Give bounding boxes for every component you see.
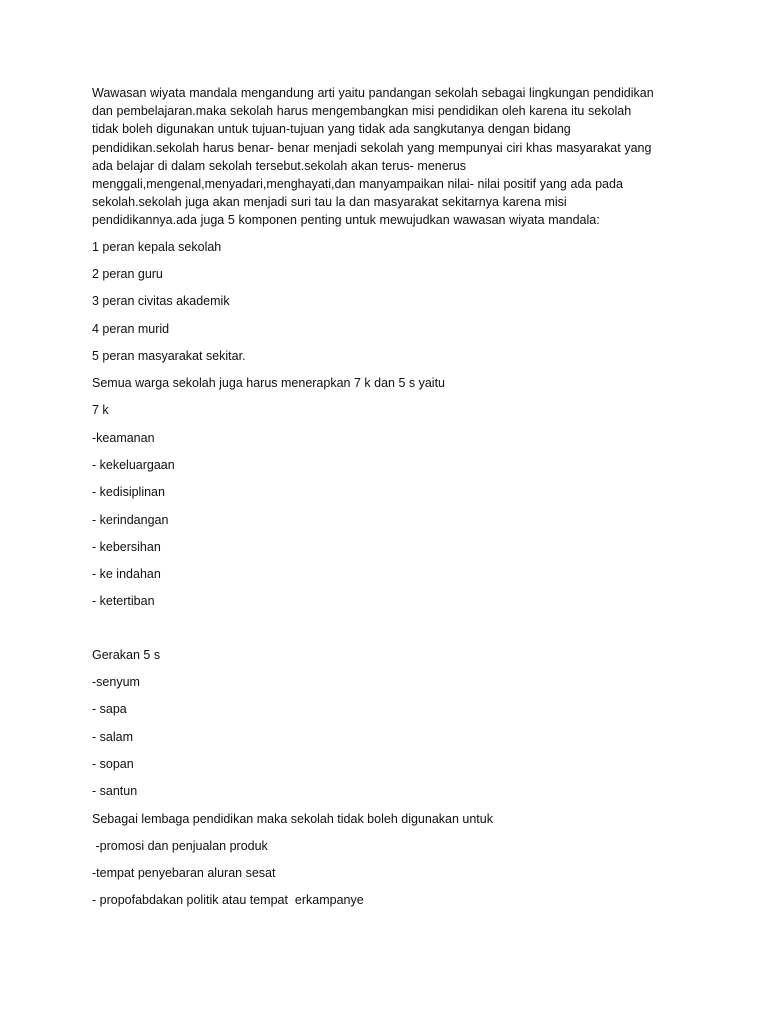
intro-paragraph [92,84,682,230]
intro-line: ada belajar di dalam sekolah tersebut.sekolah akan terus- menerus [92,158,467,173]
seven-k-item: - kedisiplinan [92,485,165,500]
five-s-item: - sapa [92,702,127,717]
components-list [92,238,682,374]
component-item: 2 peran guru [92,266,163,281]
five-s-item: - salam [92,729,133,744]
warga-statement: Semua warga sekolah juga harus menerapkan 7 k dan 5 s yaitu [92,376,445,391]
section-gap [92,620,682,646]
document-page [92,84,682,919]
intro-line: menggali,mengenal,menyadari,menghayati,dan manyampaikan nilai- nilai positif yang ada pada [92,177,623,192]
five-s-list [92,673,682,809]
component-item: 4 peran murid [92,321,170,336]
intro-line: dan pembelajaran.maka sekolah harus mengembangkan misi pendidikan oleh karena itu sekolah [92,104,632,119]
intro-line: pendidikannya.ada juga 5 komponen penting untuk mewujudkan wawasan wiyata mandala: [92,213,600,228]
prohibited-item: -promosi dan penjualan produk [92,838,268,853]
component-item: 1 peran kepala sekolah [92,239,222,254]
seven-k-title: 7 k [92,403,109,418]
seven-k-item: -keamanan [92,430,155,445]
prohibited-item: - propofabdakan politik atau tempat erkampanye [92,893,364,908]
five-s-item: - sopan [92,756,134,771]
five-s-item: -senyum [92,675,140,690]
prohibited-item: -tempat penyebaran aluran sesat [92,866,276,881]
seven-k-item: - kerindangan [92,512,169,527]
component-item: 3 peran civitas akademik [92,294,230,309]
component-item: 5 peran masyarakat sekitar. [92,348,246,363]
seven-k-list [92,429,682,620]
intro-line: sekolah.sekolah juga akan menjadi suri tau la dan masyarakat sekitarnya karena misi [92,195,567,210]
seven-k-item: - ketertiban [92,594,155,609]
intro-line: tidak boleh digunakan untuk tujuan-tujuan yang tidak ada sangkutanya dengan bidang [92,122,571,137]
five-s-item: - santun [92,784,138,799]
seven-k-item: - ke indahan [92,567,161,582]
prohibited-list [92,837,682,919]
intro-line: pendidikan.sekolah harus benar- benar menjadi sekolah yang mempunyai ciri khas masyarakat yang [92,140,652,155]
five-s-title: Gerakan 5 s [92,647,161,662]
lembaga-statement: Sebagai lembaga pendidikan maka sekolah tidak boleh digunakan untuk [92,811,493,826]
intro-line: Wawasan wiyata mandala mengandung arti yaitu pandangan sekolah sebagai lingkungan pendidikan [92,86,654,100]
seven-k-item: - kekeluargaan [92,458,175,472]
seven-k-item: - kebersihan [92,539,161,554]
